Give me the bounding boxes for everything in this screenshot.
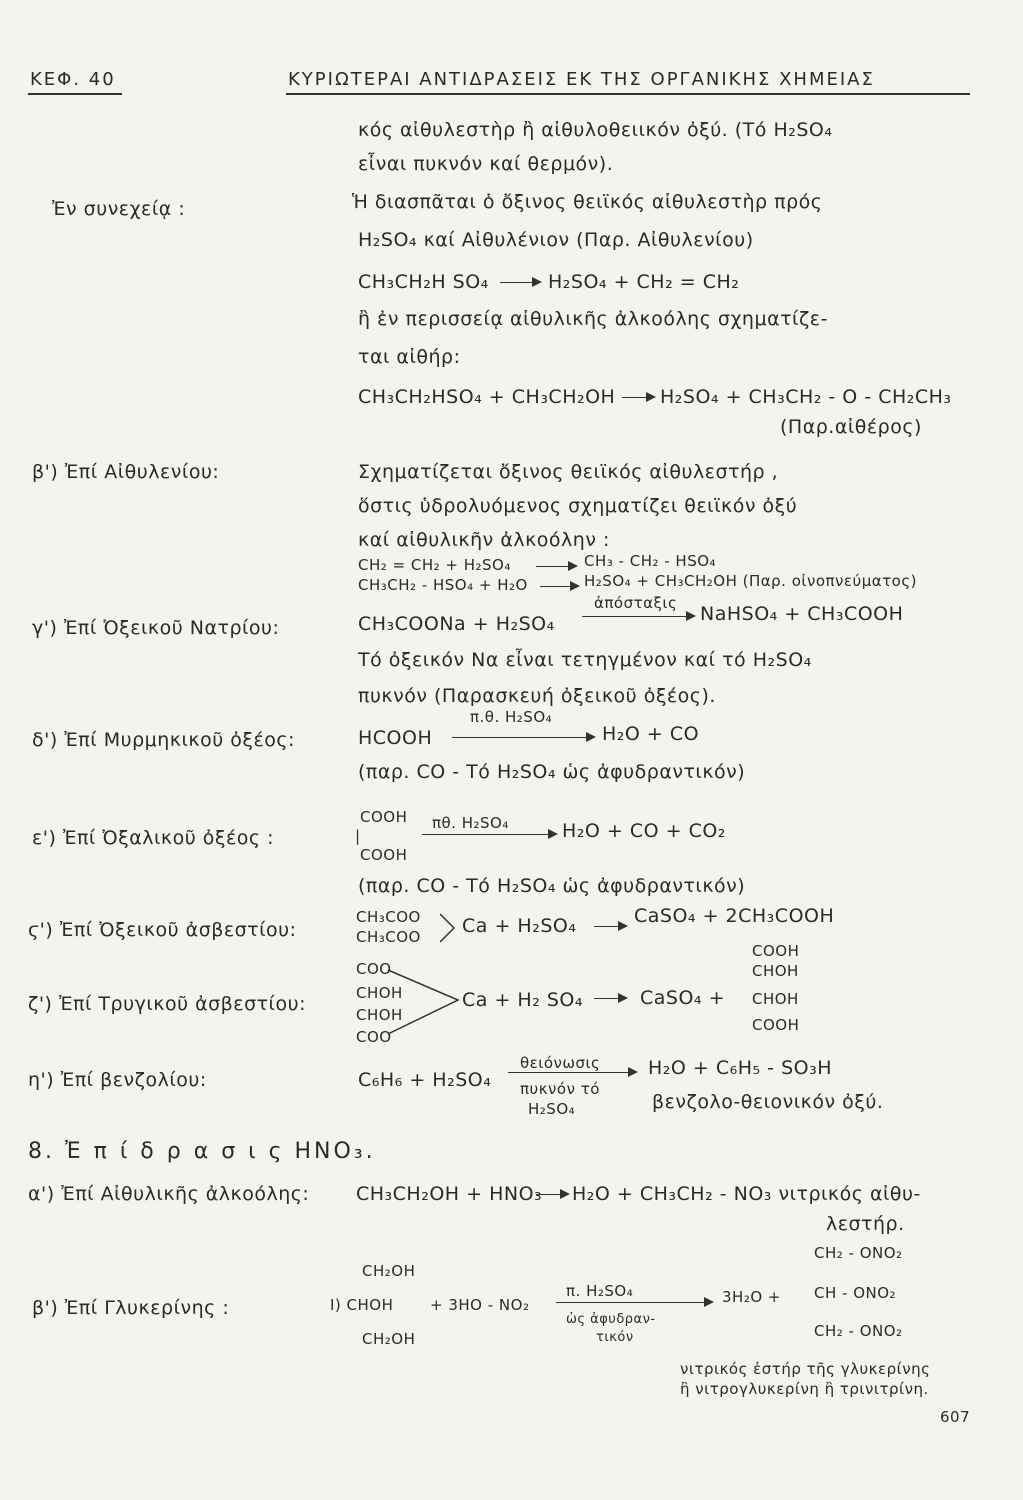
equation: CH₃CH₂H SO₄	[358, 271, 489, 293]
equation: CH₃CH₂OH + HNO₃	[356, 1183, 543, 1205]
text-line: λεστήρ.	[826, 1213, 905, 1235]
formula-part: CH₂OH	[362, 1330, 416, 1348]
bond-mark: |	[355, 827, 361, 845]
section-label: ϛ') Ἐπί Ὀξεικοῦ ἀσβεστίου:	[28, 919, 297, 941]
formula-part: CH₂ - ONO₂	[814, 1244, 903, 1262]
section-heading: 8. Ἐ π ί δ ρ α σ ι ς HNO₃.	[28, 1139, 376, 1164]
reaction-arrow	[500, 282, 540, 283]
section-label: η') Ἐπί βενζολίου:	[28, 1069, 207, 1091]
equation: C₆H₆ + H₂SO₄	[358, 1069, 492, 1091]
equation: Ca + H₂ SO₄	[462, 989, 583, 1011]
text-line: H₂SO₄ καί Αἰθυλένιον (Παρ. Αἰθυλενίου)	[358, 229, 754, 251]
chapter-label: ΚΕΦ. 40	[30, 69, 116, 90]
reaction-arrow	[536, 566, 576, 567]
arrow-condition: πθ. H₂SO₄	[432, 814, 509, 832]
equation-product: 3H₂O +	[722, 1288, 781, 1306]
reaction-arrow	[594, 998, 626, 999]
arrow-condition: ὡς ἀφυδραν-	[566, 1312, 656, 1327]
header-rule-right	[286, 93, 970, 95]
text-line: Τό ὀξεικόν Να εἶναι τετηγμένον καί τό H₂SO₄	[358, 649, 812, 671]
text-line: ἢ ἐν περισσείᾳ αἰθυλικῆς ἀλκοόλης σχηματίζε-	[358, 308, 828, 330]
text-line: εἶναι πυκνόν καί θερμόν).	[358, 153, 614, 175]
formula-part: COOH	[752, 942, 800, 960]
text-line: ται αἰθήρ:	[358, 346, 461, 368]
arrow-condition: H₂SO₄	[528, 1100, 576, 1118]
formula-part: COO	[356, 960, 392, 978]
equation-product: NaHSO₄ + CH₃COOH	[700, 603, 904, 625]
formula-part: COOH	[360, 808, 408, 826]
equation: CH₃CH₂ - HSO₄ + H₂O	[358, 576, 528, 594]
footnote-line: ἢ νιτρογλυκερίνη ἢ τρινιτρίνη.	[680, 1380, 929, 1398]
header-rule-left	[28, 93, 122, 95]
section-label: β') Ἐπί Αἰθυλενίου:	[32, 461, 220, 483]
reaction-arrow	[540, 586, 578, 587]
text-line: Ἡ διασπᾶται ὁ ὄξινος θειϊκός αἰθυλεστὴρ πρός	[352, 191, 823, 213]
formula-part: COOH	[360, 846, 408, 864]
formula-part: CHOH	[356, 984, 403, 1002]
text-line: ὅστις ὑδρολυόμενος σχηματίζει θειϊκόν ὀξύ	[358, 495, 798, 517]
reaction-arrow	[452, 737, 594, 738]
section-label: β') Ἐπί Γλυκερίνης :	[32, 1297, 230, 1319]
section-label: γ') Ἐπί Ὀξεικοῦ Νατρίου:	[32, 617, 280, 639]
page-number: 607	[940, 1408, 971, 1426]
arrow-condition: ἀπόσταξις	[594, 594, 678, 612]
product-name: βενζολο-θειονικόν ὀξύ.	[652, 1091, 884, 1113]
equation-product: H₂O + CO + CO₂	[562, 820, 726, 842]
equation-product: CaSO₄ + 2CH₃COOH	[634, 905, 835, 927]
formula-part: CH₂ - ONO₂	[814, 1322, 903, 1340]
equation-product: H₂O + C₆H₅ - SO₃H	[648, 1057, 832, 1079]
section-label: α') Ἐπί Αἰθυλικῆς ἀλκοόλης:	[28, 1183, 310, 1205]
formula-part: CHOH	[752, 990, 799, 1008]
reaction-arrow	[594, 926, 626, 927]
arrow-condition: τικόν	[596, 1330, 634, 1345]
formula-part: CH - ONO₂	[814, 1284, 897, 1302]
reaction-arrow	[536, 1194, 568, 1195]
equation-product: H₂O + CO	[602, 723, 700, 745]
reaction-arrow	[582, 616, 694, 617]
arrow-condition: π.θ. H₂SO₄	[470, 708, 553, 726]
section-label: ε') Ἐπί Ὀξαλικοῦ ὀξέος :	[32, 827, 274, 849]
equation-note: (Παρ.αἰθέρος)	[780, 416, 922, 438]
formula-part: CHOH	[356, 1006, 403, 1024]
section-label: Ἐν συνεχείᾳ :	[52, 198, 186, 220]
text-line: κός αἰθυλεστὴρ ἢ αἰθυλοθειικόν ὀξύ. (Τό H₂SO₄	[358, 119, 833, 141]
reaction-arrow	[622, 397, 654, 398]
equation-product: H₂O + CH₃CH₂ - NO₃ νιτρικός αἰθυ-	[572, 1183, 921, 1205]
bond-bracket	[386, 962, 466, 1042]
equation-product: CaSO₄ +	[640, 987, 726, 1009]
reaction-arrow	[422, 834, 556, 835]
equation-product: H₂SO₄ + CH₃CH₂ - O - CH₂CH₃	[660, 386, 952, 408]
formula-part: I) CHOH	[330, 1296, 394, 1314]
formula-part: CHOH	[752, 962, 799, 980]
equation-product: H₂SO₄ + CH₃CH₂OH (Παρ. οἰνοπνεύματος)	[584, 572, 918, 590]
text-line: πυκνόν (Παρασκευή ὀξεικοῦ ὀξέος).	[358, 685, 716, 707]
section-label: ζ') Ἐπί Τρυγικοῦ ἀσβεστίου:	[28, 993, 307, 1015]
reaction-arrow	[508, 1072, 636, 1073]
equation: Ca + H₂SO₄	[462, 915, 577, 937]
formula-part: CH₃COO	[356, 928, 421, 946]
formula-part: CH₂OH	[362, 1262, 416, 1280]
text-line: (παρ. CO - Τό H₂SO₄ ὡς ἀφυδραντικόν)	[358, 761, 746, 783]
text-line: Σχηματίζεται ὄξινος θειϊκός αἰθυλεστήρ ,	[358, 461, 779, 483]
equation-product: CH₃ - CH₂ - HSO₄	[584, 552, 717, 570]
formula-part: COO	[356, 1028, 392, 1046]
text-line: (παρ. CO - Τό H₂SO₄ ὡς ἀφυδραντικόν)	[358, 875, 746, 897]
arrow-condition: θειόνωσις	[520, 1054, 601, 1072]
bond-bracket	[440, 908, 462, 948]
text-line: καί αἰθυλικῆν ἀλκοόλην :	[358, 529, 610, 551]
page-title: ΚΥΡΙΩΤΕΡΑΙ ΑΝΤΙΔΡΑΣΕΙΣ ΕΚ ΤΗΣ ΟΡΓΑΝΙΚΗΣ ΧΗΜΕΙΑΣ	[288, 69, 875, 90]
arrow-condition: π. H₂SO₄	[566, 1282, 634, 1300]
footnote-line: νιτρικός ἐστήρ τῆς γλυκερίνης	[680, 1360, 931, 1378]
section-label: δ') Ἐπί Μυρμηκικοῦ ὀξέος:	[32, 729, 295, 751]
formula-part: CH₃COO	[356, 908, 421, 926]
reaction-arrow	[556, 1302, 712, 1303]
formula-part: COOH	[752, 1016, 800, 1034]
equation: HCOOH	[358, 727, 433, 749]
equation: CH₃CH₂HSO₄ + CH₃CH₂OH	[358, 386, 616, 408]
equation: CH₃COONa + H₂SO₄	[358, 613, 555, 635]
equation: CH₂ = CH₂ + H₂SO₄	[358, 556, 511, 574]
equation: + 3HO - NO₂	[430, 1296, 530, 1314]
equation-product: H₂SO₄ + CH₂ = CH₂	[548, 271, 740, 293]
arrow-condition: πυκνόν τό	[520, 1080, 600, 1098]
